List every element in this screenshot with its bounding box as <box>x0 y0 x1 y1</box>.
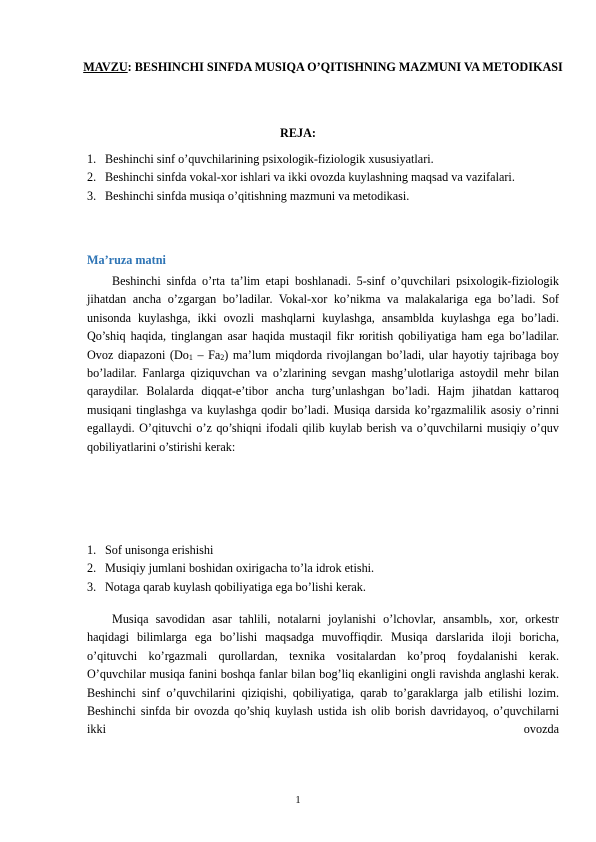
skills-item <box>87 559 559 577</box>
lecture-paragraph-2: Musiqa savodidan asar tahlili, notalarni joylanishi o’lchovlar, ansamblь, xor, orkestr haqidagi bilimlarga ega bo’lishi maqsadga muvoffiqdir. Musiqa darslarida iloji boricha, o’qituvchi ko’rgazmali qurollardan, texnika vositalardan ko’proq foydalanishi kerak. O’quvchilar musiqa fanini boshqa fanlar bilan bog’liq ekanligini ongli ravishda anglashi kerak. Beshinchi sinf o’quvchilarini qiziqishi, qobiliyatiga, qarab to’garaklarga jalb etilishi lozim. Beshinchi sinfda bir ovozda qo’shiq kuylash ustida ish olib borish davridayoq, o’quvchilarni ikki ovozda <box>87 612 559 737</box>
skills-list <box>87 541 559 596</box>
page-number: 1 <box>295 795 301 806</box>
plan-item <box>87 187 559 205</box>
plan-item-text: Beshinchi sinf o’quvchilarining psixologik-fiziologik xususiyatlari. <box>105 152 434 166</box>
plan-item-text: Beshinchi sinfda musiqa o’qitishning mazmuni va metodikasi. <box>105 188 410 203</box>
plan-item-text: Beshinchi sinfda vokal-xor ishlari va ikki ovozda kuylashning maqsad va vazifalari. <box>105 170 515 185</box>
plan-item-number: 1. <box>87 152 97 166</box>
paragraph-text: ) ma’lum miqdorda rivojlangan bo’ladi, ular hayotiy tajribaga boy bo’ladilar. Fanlarga qiziquvchan va o’zlarining sevgan mashg’ulotlariga astoydil mehr bilan qaraydilar. Bolalarda diqqat-e’tibor ancha turg’unlashgan bo’ladi. Hajm jihatdan kattaroq musiqani tinglashga va kuylashga qodir bo’ladi. Musiqa darsida ko’rgazmalilik asosiy o’rinni egallaydi. O’qituvchi o’z qo’shiqni ifodali qilib kuylab berish va o’quvchilarni musiqiy o’quv qobiliyatlarini o’stirishi kerak: <box>87 347 560 454</box>
lecture-paragraph <box>87 272 559 456</box>
subscript: 2 <box>220 352 225 362</box>
title-text: : BESHINCHI SINFDA MUSIQA O’QITISHNING MAZMUNI VA METODIKASI <box>127 60 563 74</box>
skills-item <box>87 578 559 596</box>
plan-heading: REJA: <box>280 126 316 140</box>
plan-item-number: 3. <box>87 188 97 203</box>
subscript: 1 <box>188 352 193 362</box>
skills-item-text: Notaga qarab kuylash qobiliyatiga ega bo’lishi kerak. <box>105 579 366 594</box>
skills-item-text: Sof unisonga erishishi <box>105 543 214 557</box>
paragraph-text: Beshinchi sinfda o’rta ta’lim etapi boshlanadi. 5-sinf o’quvchilari psixologik-fiziologik jihatdan ancha o’zgargan bo’ladilar. Vokal-xor ko’nikma va malakalariga ega bo’ladi. Sof unisonda kuylashga, ikki ovozli mashqlarni kuylashga, ansamblda kuylashga ega bo’ladi. Qo’shiq haqida, tinglangan asar haqida mustaqil fikr юritish qobiliyatiga ham ega bo’ladilar. Ovoz diapazoni (Do <box>87 274 559 362</box>
skills-item-text: Musiqiy jumlani boshidan oxirigacha to’la idrok etishi. <box>105 561 375 576</box>
plan-item-number: 2. <box>87 170 97 185</box>
title-topic-label: MAVZU <box>83 60 128 74</box>
plan-list <box>87 150 559 205</box>
skills-item-number: 3. <box>87 579 97 594</box>
skills-item-number: 1. <box>87 543 97 557</box>
paragraph-text: – Fa <box>192 347 221 362</box>
skills-item-number: 2. <box>87 561 97 576</box>
plan-item <box>87 150 559 168</box>
lecture-heading: Ma’ruza matni <box>87 253 166 267</box>
skills-item <box>87 541 559 559</box>
plan-item <box>87 168 559 186</box>
page-title <box>80 55 566 79</box>
